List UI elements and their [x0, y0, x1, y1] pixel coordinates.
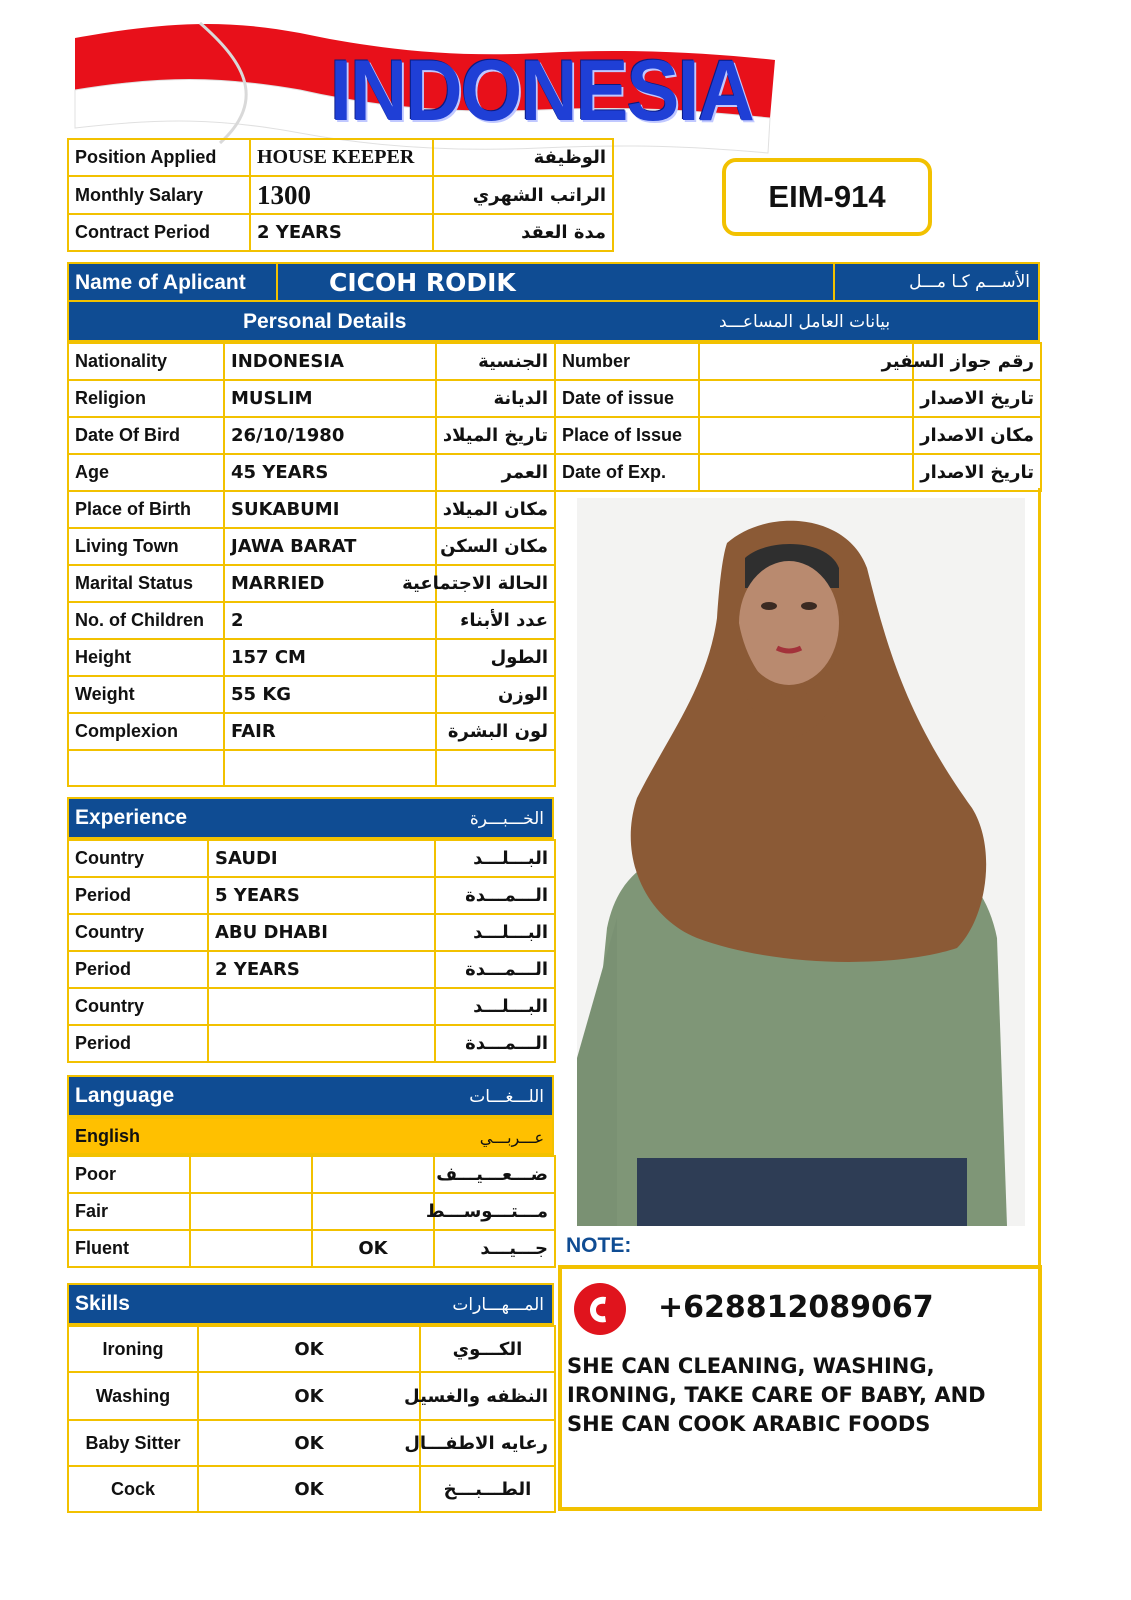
language-english-value: [190, 1156, 312, 1193]
table-row: [68, 713, 555, 750]
field-arabic: العمر: [436, 454, 555, 491]
field-value: MARRIED: [224, 565, 436, 602]
experience-field-arabic: البـــلـــد: [435, 914, 555, 951]
passport-arabic: تاريخ الاصدار: [913, 454, 1041, 491]
table-row: [68, 750, 555, 786]
salary-arabic: الراتب الشهري: [433, 176, 613, 214]
language-level-label: Fair: [68, 1193, 190, 1230]
experience-field-label: Country: [68, 914, 208, 951]
language-english-value: [190, 1230, 312, 1267]
table-row: [555, 454, 1041, 491]
contract-arabic: مدة العقد: [433, 214, 613, 251]
table-row: [68, 988, 555, 1025]
language-label: Language: [75, 1084, 175, 1107]
field-label: Nationality: [68, 343, 224, 380]
experience-field-value: 2 YEARS: [208, 951, 435, 988]
experience-field-value: SAUDI: [208, 840, 435, 877]
personal-details-table: [67, 342, 556, 787]
field-value: [224, 750, 436, 786]
table-row: [68, 139, 613, 176]
table-row: [68, 914, 555, 951]
skills-arabic: المـــهـــارات: [452, 1295, 544, 1315]
experience-field-arabic: البـــلـــد: [435, 840, 555, 877]
note-label: NOTE:: [566, 1234, 632, 1257]
field-value: INDONESIA: [224, 343, 436, 380]
table-row: [555, 417, 1041, 454]
passport-table: [554, 342, 1042, 492]
skill-label: Ironing: [68, 1326, 198, 1372]
field-value: 2: [224, 602, 436, 639]
passport-label: Date of Exp.: [555, 454, 699, 491]
table-row: [555, 380, 1041, 417]
personal-details-band: [67, 300, 1040, 342]
language-band: [67, 1075, 554, 1117]
table-row: [68, 528, 555, 565]
language-arabic-value: OK: [312, 1230, 434, 1267]
field-label: Height: [68, 639, 224, 676]
skill-value: OK: [198, 1326, 420, 1372]
passport-arabic: تاريخ الاصدار: [913, 380, 1041, 417]
field-arabic: الديانة: [436, 380, 555, 417]
experience-field-value: ABU DHABI: [208, 914, 435, 951]
skills-band: [67, 1283, 554, 1325]
position-label: Position Applied: [68, 139, 250, 176]
passport-label: Place of Issue: [555, 417, 699, 454]
field-value: FAIR: [224, 713, 436, 750]
language-arabic-value: [312, 1193, 434, 1230]
language-english-value: [190, 1193, 312, 1230]
experience-arabic: الخـــبـــرة: [469, 809, 544, 829]
phone-number: +628812089067: [658, 1290, 934, 1325]
language-level-label: Fluent: [68, 1230, 190, 1267]
skill-arabic: الكـــوي: [420, 1326, 555, 1372]
field-arabic: تاريخ الميلاد: [436, 417, 555, 454]
experience-field-label: Country: [68, 988, 208, 1025]
field-label: Age: [68, 454, 224, 491]
table-row: [68, 1025, 555, 1062]
passport-arabic: رقم جواز السفير: [913, 343, 1041, 380]
field-label: Weight: [68, 676, 224, 713]
contract-value: 2 YEARS: [250, 214, 433, 251]
skills-table: [67, 1325, 556, 1513]
field-arabic: مكان الميلاد: [436, 491, 555, 528]
skill-value: OK: [198, 1466, 420, 1512]
experience-field-label: Country: [68, 840, 208, 877]
table-row: [68, 380, 555, 417]
table-row: [68, 1372, 555, 1420]
table-row: [68, 214, 613, 251]
personal-details-arabic: بيانات العامل المساعـــد: [719, 312, 891, 332]
experience-band: [67, 797, 554, 839]
field-value: JAWA BARAT: [224, 528, 436, 565]
field-label: Religion: [68, 380, 224, 417]
field-value: 157 CM: [224, 639, 436, 676]
table-row: [68, 877, 555, 914]
field-arabic: الجنسية: [436, 343, 555, 380]
table-row: [68, 1230, 555, 1267]
field-arabic: عدد الأبناء: [436, 602, 555, 639]
position-value: HOUSE KEEPER: [250, 139, 433, 176]
table-row: [68, 565, 555, 602]
note-text: SHE CAN CLEANING, WASHING, IRONING, TAKE CARE OF BABY, AND SHE CAN COOK ARABIC FOODS: [567, 1354, 986, 1436]
language-level-arabic: مـــتـــوســـط: [434, 1193, 555, 1230]
language-english-label: English: [75, 1126, 141, 1146]
applicant-name: CICOH RODIK: [329, 268, 516, 297]
field-arabic: الحالة الاجتماعية: [436, 565, 555, 602]
personal-details-label: Personal Details: [243, 310, 407, 333]
experience-field-value: 5 YEARS: [208, 877, 435, 914]
experience-field-label: Period: [68, 877, 208, 914]
salary-label: Monthly Salary: [68, 176, 250, 214]
experience-field-arabic: الـــمـــدة: [435, 951, 555, 988]
country-title: INDONESIA: [330, 43, 754, 139]
language-arabic-label: عـــربـــي: [479, 1128, 544, 1147]
applicant-photo: [577, 498, 1025, 1226]
experience-table: [67, 839, 556, 1063]
language-level-label: Poor: [68, 1156, 190, 1193]
field-value: MUSLIM: [224, 380, 436, 417]
field-value: 26/10/1980: [224, 417, 436, 454]
field-label: Marital Status: [68, 565, 224, 602]
passport-label: Date of issue: [555, 380, 699, 417]
field-label: Place of Birth: [68, 491, 224, 528]
experience-field-arabic: الـــمـــدة: [435, 1025, 555, 1062]
skill-label: Baby Sitter: [68, 1420, 198, 1466]
skill-label: Cock: [68, 1466, 198, 1512]
table-row: [68, 1420, 555, 1466]
skill-label: Washing: [68, 1372, 198, 1420]
experience-field-value: [208, 988, 435, 1025]
language-level-arabic: جـــيـــد: [434, 1230, 555, 1267]
table-row: [68, 343, 555, 380]
language-subheader: [67, 1117, 554, 1155]
experience-field-arabic: البـــلـــد: [435, 988, 555, 1025]
skills-label: Skills: [75, 1292, 130, 1315]
field-label: Living Town: [68, 528, 224, 565]
field-value: 55 KG: [224, 676, 436, 713]
table-row: [68, 840, 555, 877]
passport-value: [699, 454, 913, 491]
table-row: [68, 602, 555, 639]
field-arabic: الوزن: [436, 676, 555, 713]
applicant-name-band: [67, 262, 1040, 302]
table-row: [68, 417, 555, 454]
table-row: [68, 1193, 555, 1230]
passport-value: [699, 380, 913, 417]
table-row: [68, 454, 555, 491]
position-arabic: الوظيفة: [433, 139, 613, 176]
passport-arabic: مكان الاصدار: [913, 417, 1041, 454]
language-arabic-value: [312, 1156, 434, 1193]
field-label: Date Of Bird: [68, 417, 224, 454]
language-arabic: اللـــغـــات: [469, 1087, 544, 1107]
experience-field-value: [208, 1025, 435, 1062]
table-row: [68, 639, 555, 676]
table-row: [68, 1466, 555, 1512]
table-row: [68, 176, 613, 214]
table-row: [555, 343, 1041, 380]
field-arabic: [436, 750, 555, 786]
photo-border: [1038, 488, 1041, 1265]
skill-value: OK: [198, 1420, 420, 1466]
skill-value: OK: [198, 1372, 420, 1420]
reference-code: EIM-914: [722, 158, 932, 236]
field-label: [68, 750, 224, 786]
skill-arabic: رعايه الاطفـــال: [420, 1420, 555, 1466]
field-value: SUKABUMI: [224, 491, 436, 528]
table-row: [68, 491, 555, 528]
skill-arabic: الطـــبـــخ: [420, 1466, 555, 1512]
passport-label: Number: [555, 343, 699, 380]
experience-label: Experience: [75, 806, 188, 829]
field-arabic: الطول: [436, 639, 555, 676]
table-row: [68, 676, 555, 713]
field-label: No. of Children: [68, 602, 224, 639]
field-value: 45 YEARS: [224, 454, 436, 491]
contract-label: Contract Period: [68, 214, 250, 251]
experience-field-arabic: الـــمـــدة: [435, 877, 555, 914]
job-details-table: [67, 138, 614, 252]
experience-field-label: Period: [68, 951, 208, 988]
skill-arabic: النظفه والغسيل: [420, 1372, 555, 1420]
phone-icon: [574, 1283, 626, 1335]
applicant-arabic: الأســـم كـا مـــل: [909, 272, 1030, 292]
language-table: [67, 1155, 556, 1268]
salary-value: 1300: [250, 176, 433, 214]
field-label: Complexion: [68, 713, 224, 750]
table-row: [68, 1156, 555, 1193]
table-row: [68, 951, 555, 988]
language-level-arabic: ضـــعـــيـــف: [434, 1156, 555, 1193]
field-arabic: لون البشرة: [436, 713, 555, 750]
passport-value: [699, 343, 913, 380]
experience-field-label: Period: [68, 1025, 208, 1062]
applicant-label: Name of Aplicant: [75, 271, 246, 294]
table-row: [68, 1326, 555, 1372]
field-arabic: مكان السكن: [436, 528, 555, 565]
passport-value: [699, 417, 913, 454]
